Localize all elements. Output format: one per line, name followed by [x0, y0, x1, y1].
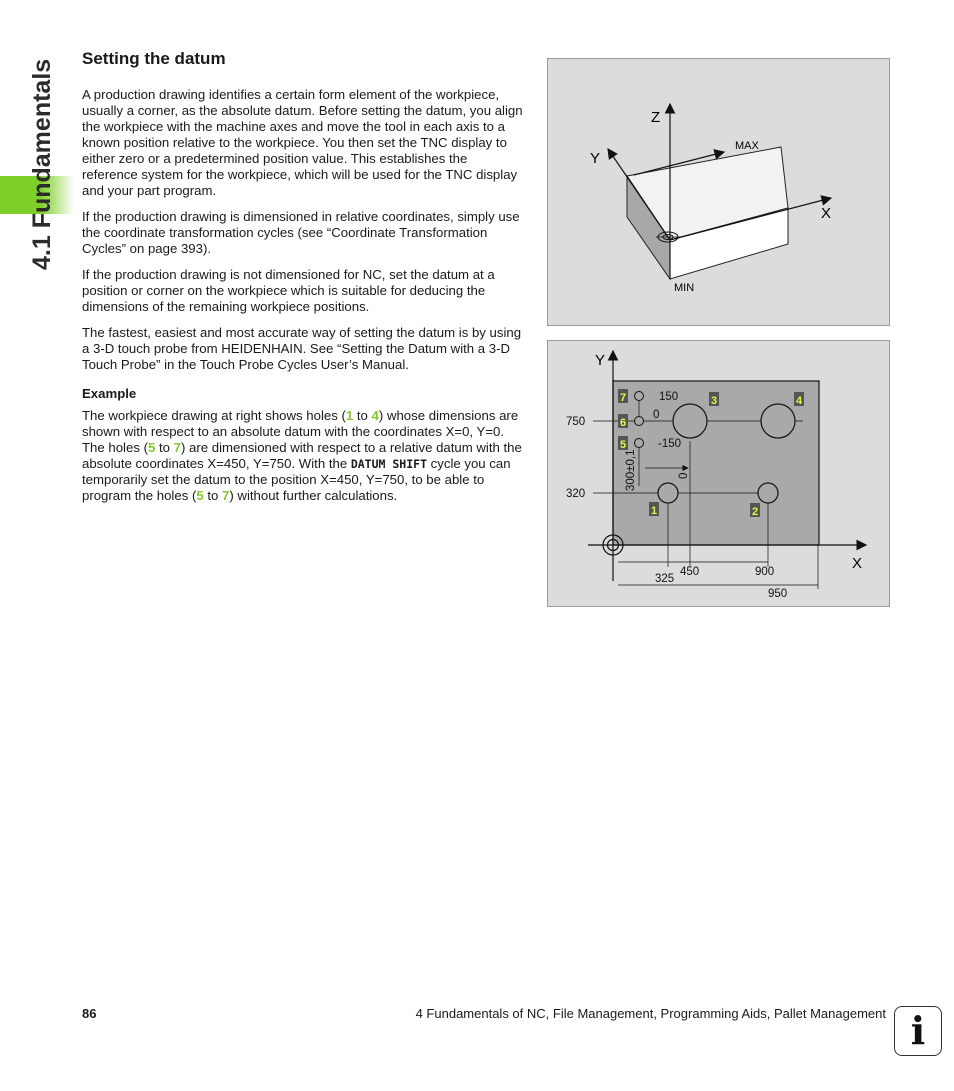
dim-950: 950 [768, 588, 788, 600]
hole-label-5: 5 [620, 439, 627, 451]
dim-150: 150 [659, 391, 679, 403]
min-label: MIN [674, 282, 695, 294]
dim-750: 750 [566, 416, 586, 428]
dim-450: 450 [680, 566, 700, 578]
hole-label-4: 4 [796, 395, 803, 407]
dim-300-tolerance: 300±0,1 [625, 449, 637, 491]
hole-ref: 7 [222, 488, 230, 503]
axis-label-y: Y [590, 150, 601, 167]
hole-label-2: 2 [752, 506, 759, 518]
paragraph-text: If the production drawing is dimensioned in relative coordinates, simply use the coordinate transformation cycles (see “Coordinate Transformation Cycles” on page 393). [82, 209, 520, 256]
hole-ref: 4 [371, 408, 379, 423]
example-paragraph: The workpiece drawing at right shows holes (1 to 4) whose dimensions are shown with respect to an absolute datum with the coordinates X=0, Y=0. The holes (5 to 7) are dimensioned with respect to a relative datum with the absolute coordinates X=450, Y=750. With the DATUM SHIFT cycle you can temporarily set the datum to the position X=450, Y=750, to be able to program the holes (5 to 7) without further calculations. [82, 408, 522, 503]
paragraph-text: A production drawing identifies a certain form element of the workpiece, usually a corner, as the absolute datum. Before setting the datum, you align the workpiece with the machine axes and move the tool in each axis to a known position relative to the workpiece. You then set the TNC display to either zero or a predetermined position value. This establishes the reference system for the workpiece, which will be used for the TNC display and your part program. [82, 87, 523, 198]
paragraph-text: If the production drawing is not dimensioned for NC, set the datum at a position or corner on the workpiece which is suitable for deducing the dimensions of the remaining workpiece positions. [82, 267, 495, 314]
axis-label-y: Y [595, 352, 606, 369]
page-number: 86 [82, 1006, 97, 1021]
dim-320: 320 [566, 488, 586, 500]
dim-325: 325 [655, 573, 675, 585]
intro-paragraph-4 [82, 325, 524, 373]
axis-label-z: Z [651, 109, 661, 126]
axis-label-x: X [852, 555, 863, 572]
hole-label-6: 6 [620, 417, 627, 429]
hole-label-3: 3 [711, 395, 718, 407]
hole-ref: 5 [147, 440, 156, 455]
section-title: Setting the datum [82, 49, 226, 68]
dim-900: 900 [755, 566, 775, 578]
chapter-side-title [22, 50, 60, 280]
dim-0: 0 [653, 409, 660, 421]
figure-workpiece-drawing [547, 340, 890, 607]
intro-paragraph-2 [82, 209, 524, 257]
hole-ref: 7 [173, 440, 181, 455]
axis-label-x: X [821, 205, 832, 222]
dim-minus-150: -150 [658, 438, 682, 450]
intro-paragraph-1 [82, 87, 524, 199]
dim-0-relative: 0 [678, 472, 690, 479]
hole-ref: 5 [196, 488, 204, 503]
figure-workpiece-3d [547, 58, 890, 326]
example-heading: Example [82, 386, 137, 401]
max-label: MAX [735, 140, 759, 152]
code-datum-shift: DATUM SHIFT [350, 457, 427, 471]
intro-paragraph-3 [82, 267, 524, 315]
hole-label-7: 7 [620, 392, 627, 404]
hole-ref: 1 [345, 408, 354, 423]
info-icon: i [894, 1006, 942, 1056]
hole-label-1: 1 [651, 505, 658, 517]
paragraph-text: The fastest, easiest and most accurate way of setting the datum is by using a 3-D touch probe from HEIDENHAIN. See “Setting the Datum with a 3-D Touch Probe” in the Touch Probe Cycles User’s Manual. [82, 325, 522, 372]
chapter-label: 4.1 Fundamentals [28, 58, 56, 270]
footer-chapter-title: 4 Fundamentals of NC, File Management, Programming Aids, Pallet Management [415, 1006, 886, 1021]
